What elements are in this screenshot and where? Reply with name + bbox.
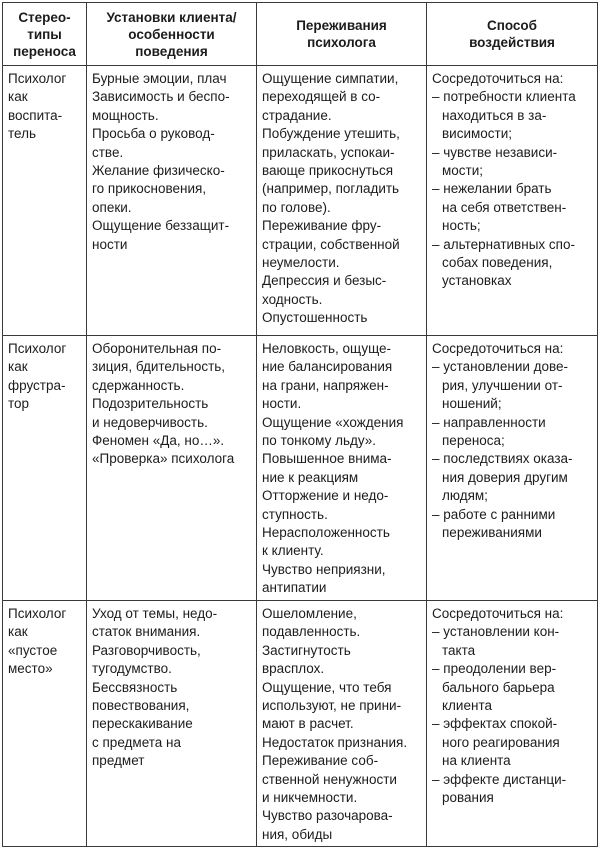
text-line: переживаниями — [442, 525, 542, 541]
text-line: к клиенту. — [262, 543, 324, 559]
list-item: – работе с ранними — [432, 506, 556, 522]
text-line: приласкать, успокаи- — [262, 144, 395, 160]
text-line: место» — [8, 661, 53, 677]
text-line: и никчемности. — [262, 790, 358, 806]
text-line: Переживание соб- — [262, 753, 379, 769]
text-line: врасплох. — [262, 661, 325, 677]
list-item: – альтернативных спо- — [432, 236, 575, 252]
header-psychologist — [257, 3, 427, 66]
cell-lines — [432, 70, 594, 291]
text-line: переходящей в со- — [262, 89, 381, 105]
text-line: Ощущение симпатии, — [262, 71, 399, 86]
text-line: Нерасположенность — [262, 525, 390, 541]
text-line: на клиента — [442, 753, 511, 769]
header-line: особенности — [128, 26, 215, 42]
text-line: Психолог — [8, 606, 67, 621]
cell-lines — [92, 605, 253, 771]
text-line: Бурные эмоции, плач — [92, 71, 227, 86]
cell-method — [427, 336, 598, 601]
text-line: по голове). — [262, 199, 331, 215]
list-item: – чувстве независи- — [432, 144, 558, 160]
text-line: Побуждение утешить, — [262, 126, 400, 142]
text-line: Недостаток признания. — [262, 734, 408, 750]
text-line: собах поведения, — [442, 255, 553, 271]
cell-lines — [262, 70, 423, 328]
header-psychologist-text — [261, 17, 422, 51]
header-method-text — [431, 17, 593, 51]
text-line: Психолог — [8, 341, 67, 356]
text-line: стве. — [92, 144, 124, 160]
text-line: Чувство разочарова- — [262, 808, 393, 824]
text-line: фрустра- — [8, 377, 66, 393]
text-line: бального барьера — [442, 679, 555, 695]
text-line: ности — [92, 236, 128, 252]
text-line: Просьба о руковод- — [92, 126, 215, 142]
header-line: Стерео- — [18, 9, 71, 25]
header-client — [87, 3, 257, 66]
text-line: Повышенное внима- — [262, 451, 392, 467]
cell-lines — [8, 70, 83, 144]
text-line: установках — [442, 273, 512, 289]
text-line: ного реагирования — [442, 734, 560, 750]
text-line: и недоверчивость. — [92, 414, 208, 430]
text-line: зиция, бдительность, — [92, 359, 226, 375]
text-line: Опустошенность — [262, 310, 368, 326]
text-line: как — [8, 89, 28, 105]
header-stereotypes-text — [7, 9, 82, 60]
text-line: Бессвязность — [92, 679, 178, 695]
text-line: по тонкому льду». — [262, 433, 377, 449]
text-line: повествования, — [92, 698, 190, 714]
header-row — [3, 3, 598, 66]
header-line: переноса — [13, 43, 76, 59]
text-line: Сосредоточиться на: — [432, 341, 564, 356]
table-row — [3, 66, 598, 336]
text-line: такта — [442, 642, 476, 658]
table-row — [3, 336, 598, 601]
text-line: «Проверка» психолога — [92, 451, 235, 467]
cell-stereotype — [3, 66, 87, 336]
text-line: Психолог — [8, 71, 67, 86]
text-line: воспита- — [8, 107, 63, 123]
cell-psychologist — [257, 66, 427, 336]
text-line: как — [8, 359, 28, 375]
cell-lines — [92, 70, 253, 254]
cell-lines — [262, 605, 423, 844]
header-line: поведения — [135, 43, 208, 59]
text-line: антипатии — [262, 580, 327, 596]
cell-lines — [8, 340, 83, 414]
text-line: Сосредоточиться на: — [432, 71, 564, 86]
text-line: предмет — [92, 753, 145, 769]
text-line: страции, собственной — [262, 236, 400, 252]
header-line: Переживания — [296, 18, 387, 33]
text-line: как — [8, 624, 28, 640]
text-line: клиента — [442, 698, 492, 714]
text-line: Желание физическо- — [92, 163, 225, 179]
text-line: на грани, напряжен- — [262, 377, 389, 393]
text-line: Переживание фру- — [262, 218, 382, 234]
text-line: опеки. — [92, 199, 132, 215]
text-line: тель — [8, 126, 37, 142]
header-line: Установки клиента/ — [106, 9, 237, 25]
text-line: Сосредоточиться на: — [432, 606, 564, 621]
cell-lines — [8, 605, 83, 679]
cell-client — [87, 601, 257, 847]
text-line: Феномен «Да, но…». — [92, 433, 225, 449]
cell-method — [427, 66, 598, 336]
text-line: переноса; — [442, 433, 505, 449]
text-line: Ощущение, что тебя — [262, 679, 392, 695]
header-line: воздействия — [469, 35, 555, 50]
list-item: – последствиях оказа- — [432, 451, 573, 467]
text-line: сдержанность. — [92, 377, 185, 393]
cell-lines — [262, 340, 423, 598]
cell-lines — [432, 340, 594, 542]
text-line: вающе прикоснуться — [262, 163, 394, 179]
text-line: Подозрительность — [92, 396, 209, 412]
list-item: – потребности клиента — [432, 89, 576, 105]
text-line: тугодумство. — [92, 661, 172, 677]
text-line: мощность. — [92, 107, 159, 123]
text-line: го прикосновения, — [92, 181, 207, 197]
header-line: Способ — [486, 18, 538, 33]
text-line: рия, улучшении от- — [442, 377, 563, 393]
cell-lines — [92, 340, 253, 469]
list-item: – эффекте дистанци- — [432, 771, 567, 787]
list-item: – установлении кон- — [432, 624, 560, 640]
text-line: ственной ненужности — [262, 771, 397, 787]
text-line: ние балансирования — [262, 359, 393, 375]
text-line: неумелости. — [262, 255, 340, 271]
text-line: ние к реакциям — [262, 469, 359, 485]
cell-stereotype — [3, 336, 87, 601]
text-line: Ощущение «хождения — [262, 414, 404, 430]
text-line: мают в расчет. — [262, 716, 354, 732]
text-line: используют, не прини- — [262, 698, 402, 714]
text-line: Ошеломление, — [262, 606, 357, 621]
list-item: – нежелании брать — [432, 181, 552, 197]
table-row — [3, 601, 598, 847]
text-line: Чувство неприязни, — [262, 561, 386, 577]
text-line: перескакивание — [92, 716, 193, 732]
cell-method — [427, 601, 598, 847]
text-line: ности. — [262, 396, 302, 412]
text-line: мости; — [442, 163, 484, 179]
text-line: Ощущение беззащит- — [92, 218, 230, 234]
list-item: – установлении дове- — [432, 359, 569, 375]
list-item: – эффектах спокой- — [432, 716, 558, 732]
text-line: «пустое — [8, 642, 58, 658]
text-line: ния, обиды — [262, 826, 333, 842]
text-line: людям; — [442, 488, 488, 504]
text-line: Отторжение и недо- — [262, 488, 389, 504]
text-line: статок внимания. — [92, 624, 201, 640]
text-line: с предмета на — [92, 734, 182, 750]
text-line: тор — [8, 396, 30, 412]
text-line: ступность. — [262, 506, 328, 522]
text-line: Уход от темы, недо- — [92, 606, 218, 621]
text-line: Зависимость и беспо- — [92, 89, 230, 105]
text-line: страдание. — [262, 107, 332, 123]
text-line: подавленность. — [262, 624, 361, 640]
cell-client — [87, 66, 257, 336]
text-line: ния доверия другим — [442, 469, 568, 485]
cell-stereotype — [3, 601, 87, 847]
cell-lines — [432, 605, 594, 807]
header-method — [427, 3, 598, 66]
header-stereotypes — [3, 3, 87, 66]
cell-psychologist — [257, 601, 427, 847]
text-line: (например, погладить — [262, 181, 400, 197]
cell-client — [87, 336, 257, 601]
transference-table — [2, 2, 598, 847]
text-line: Застигнутость — [262, 642, 351, 658]
header-line: типы — [27, 26, 62, 42]
text-line: висимости; — [442, 126, 513, 142]
text-line: на себя ответствен- — [442, 199, 567, 215]
text-line: Разговорчивость, — [92, 642, 201, 658]
text-line: ношений; — [442, 396, 502, 412]
text-line: ходность. — [262, 291, 323, 307]
header-line: психолога — [307, 35, 376, 50]
text-line: рования — [442, 790, 494, 806]
list-item: – преодолении вер- — [432, 661, 557, 677]
header-client-text — [91, 9, 252, 60]
list-item: – направленности — [432, 414, 546, 430]
text-line: находиться в за- — [442, 107, 547, 123]
text-line: Неловкость, ощуще- — [262, 341, 392, 356]
text-line: Депрессия и безыс- — [262, 273, 387, 289]
text-line: Оборонительная по- — [92, 341, 222, 356]
text-line: ность; — [442, 218, 481, 234]
cell-psychologist — [257, 336, 427, 601]
